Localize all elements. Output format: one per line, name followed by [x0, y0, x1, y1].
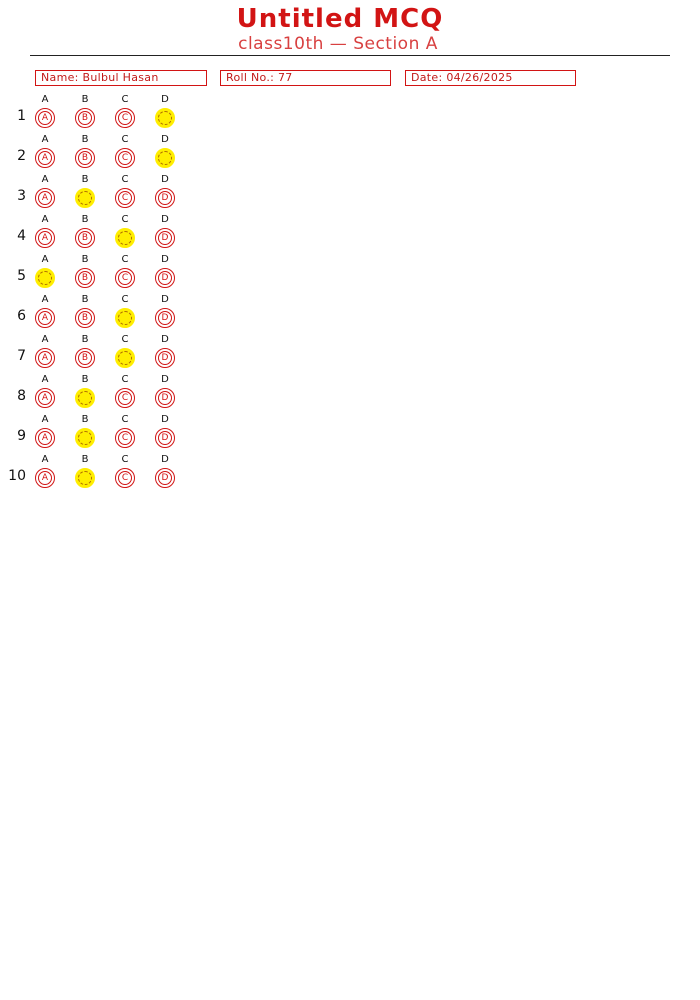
name-label: Name :	[41, 71, 82, 84]
filled-bubble[interactable]	[115, 308, 135, 328]
bubble-letter	[158, 111, 172, 125]
bubble-letter: D	[158, 191, 172, 205]
filled-bubble[interactable]	[75, 428, 95, 448]
bubble-letter: D	[158, 471, 172, 485]
option-letter: D	[161, 134, 169, 145]
option-letter: D	[161, 294, 169, 305]
option-c[interactable]	[113, 375, 137, 415]
answer-bubble[interactable]	[115, 188, 135, 208]
option-letter: C	[121, 214, 129, 225]
option-d[interactable]	[153, 175, 177, 215]
question-row	[0, 255, 200, 295]
answer-bubble[interactable]	[35, 468, 55, 488]
option-letter: B	[81, 134, 89, 145]
answer-bubble[interactable]	[115, 468, 135, 488]
option-letter: A	[41, 174, 49, 185]
question-row	[0, 175, 200, 215]
bubble-letter	[78, 431, 92, 445]
bubble-letter: C	[118, 271, 132, 285]
answer-bubble[interactable]	[155, 468, 175, 488]
option-letter: A	[41, 414, 49, 425]
option-b[interactable]	[73, 455, 97, 495]
option-letter: D	[161, 214, 169, 225]
bubble-letter: D	[158, 271, 172, 285]
filled-bubble[interactable]	[115, 228, 135, 248]
option-letter: D	[161, 374, 169, 385]
answer-bubble[interactable]	[115, 268, 135, 288]
option-a[interactable]	[33, 175, 57, 215]
answer-bubble[interactable]	[155, 388, 175, 408]
option-letter: A	[41, 214, 49, 225]
answer-bubble[interactable]	[155, 428, 175, 448]
option-c[interactable]	[113, 255, 137, 295]
option-d[interactable]	[153, 135, 177, 175]
filled-bubble[interactable]	[155, 148, 175, 168]
option-letter: B	[81, 334, 89, 345]
option-letter: B	[81, 414, 89, 425]
filled-bubble[interactable]	[75, 188, 95, 208]
filled-bubble[interactable]	[155, 108, 175, 128]
bubble-letter: C	[118, 431, 132, 445]
date-label: Date :	[411, 71, 446, 84]
option-b[interactable]	[73, 215, 97, 255]
bubble-letter	[118, 351, 132, 365]
option-b[interactable]	[73, 295, 97, 335]
answer-bubble[interactable]	[115, 428, 135, 448]
option-c[interactable]	[113, 135, 137, 175]
bubble-letter: C	[118, 111, 132, 125]
filled-bubble[interactable]	[75, 388, 95, 408]
filled-bubble[interactable]	[115, 348, 135, 368]
bubble-letter	[78, 391, 92, 405]
option-a[interactable]	[33, 215, 57, 255]
option-letter: A	[41, 374, 49, 385]
option-b[interactable]	[73, 335, 97, 375]
question-row	[0, 215, 200, 255]
bubble-letter: A	[38, 351, 52, 365]
answer-bubble[interactable]	[115, 388, 135, 408]
sheet-title: Untitled MCQ	[236, 4, 444, 34]
question-row	[0, 95, 200, 135]
option-a[interactable]	[33, 375, 57, 415]
date-field	[405, 70, 576, 86]
answer-bubble[interactable]	[35, 428, 55, 448]
answer-bubble[interactable]	[75, 268, 95, 288]
question-row	[0, 415, 200, 455]
bubble-letter: A	[38, 191, 52, 205]
roll-field	[220, 70, 391, 86]
option-letter: A	[41, 94, 49, 105]
bubble-letter: C	[118, 391, 132, 405]
option-letter: B	[81, 254, 89, 265]
question-row	[0, 295, 200, 335]
question-number: 6	[17, 308, 26, 324]
option-b[interactable]	[73, 415, 97, 455]
bubble-letter: B	[78, 311, 92, 325]
option-c[interactable]	[113, 175, 137, 215]
option-letter: D	[161, 334, 169, 345]
filled-bubble[interactable]	[35, 268, 55, 288]
option-letter: D	[161, 414, 169, 425]
answer-bubble[interactable]	[155, 268, 175, 288]
option-letter: C	[121, 94, 129, 105]
option-letter: C	[121, 134, 129, 145]
question-number: 10	[8, 468, 26, 484]
option-d[interactable]	[153, 295, 177, 335]
question-number: 8	[17, 388, 26, 404]
bubble-letter: D	[158, 311, 172, 325]
question-number: 4	[17, 228, 26, 244]
bubble-letter: D	[158, 431, 172, 445]
bubble-letter: D	[158, 391, 172, 405]
bubble-letter: A	[38, 471, 52, 485]
bubble-letter: A	[38, 311, 52, 325]
bubble-letter: B	[78, 231, 92, 245]
question-number: 2	[17, 148, 26, 164]
option-letter: B	[81, 174, 89, 185]
answer-bubble[interactable]	[75, 308, 95, 328]
option-letter: B	[81, 374, 89, 385]
option-letter: C	[121, 174, 129, 185]
option-letter: A	[41, 254, 49, 265]
option-letter: A	[41, 454, 49, 465]
answer-bubble[interactable]	[75, 108, 95, 128]
answer-bubble[interactable]	[155, 188, 175, 208]
question-row	[0, 135, 200, 175]
answer-bubble[interactable]	[35, 388, 55, 408]
bubble-letter: D	[158, 351, 172, 365]
bubble-letter: B	[78, 351, 92, 365]
option-letter: D	[161, 254, 169, 265]
option-letter: C	[121, 334, 129, 345]
option-a[interactable]	[33, 415, 57, 455]
option-letter: B	[81, 454, 89, 465]
name-value: Bulbul Hasan	[82, 71, 159, 84]
option-a[interactable]	[33, 255, 57, 295]
option-c[interactable]	[113, 295, 137, 335]
question-row	[0, 335, 200, 375]
answer-bubble[interactable]	[35, 148, 55, 168]
filled-bubble[interactable]	[75, 468, 95, 488]
answer-bubble[interactable]	[35, 228, 55, 248]
option-a[interactable]	[33, 455, 57, 495]
option-d[interactable]	[153, 335, 177, 375]
option-b[interactable]	[73, 175, 97, 215]
question-number: 5	[17, 268, 26, 284]
option-d[interactable]	[153, 255, 177, 295]
option-letter: B	[81, 294, 89, 305]
bubble-letter: A	[38, 151, 52, 165]
answer-bubble[interactable]	[115, 108, 135, 128]
option-b[interactable]	[73, 135, 97, 175]
bubble-letter: C	[118, 471, 132, 485]
bubble-letter: B	[78, 271, 92, 285]
bubble-letter: A	[38, 431, 52, 445]
question-number: 1	[17, 108, 26, 124]
bubble-letter	[118, 231, 132, 245]
option-letter: C	[121, 254, 129, 265]
answer-bubble[interactable]	[155, 228, 175, 248]
bubble-letter	[38, 271, 52, 285]
bubble-letter: D	[158, 231, 172, 245]
option-d[interactable]	[153, 375, 177, 415]
option-letter: A	[41, 334, 49, 345]
answer-bubble[interactable]	[75, 348, 95, 368]
option-letter: B	[81, 94, 89, 105]
bubble-letter: B	[78, 111, 92, 125]
bubble-letter: C	[118, 151, 132, 165]
answer-bubble[interactable]	[115, 148, 135, 168]
answer-bubble[interactable]	[75, 228, 95, 248]
option-c[interactable]	[113, 335, 137, 375]
name-field	[35, 70, 207, 86]
answer-bubble[interactable]	[155, 348, 175, 368]
answer-bubble[interactable]	[35, 348, 55, 368]
option-a[interactable]	[33, 135, 57, 175]
bubble-letter	[118, 311, 132, 325]
option-letter: D	[161, 174, 169, 185]
bubble-letter	[158, 151, 172, 165]
option-c[interactable]	[113, 455, 137, 495]
option-letter: D	[161, 94, 169, 105]
option-a[interactable]	[33, 95, 57, 135]
option-a[interactable]	[33, 335, 57, 375]
bubble-letter: A	[38, 391, 52, 405]
answer-bubble[interactable]	[75, 148, 95, 168]
roll-value: 77	[277, 71, 293, 84]
option-b[interactable]	[73, 95, 97, 135]
option-b[interactable]	[73, 255, 97, 295]
option-d[interactable]	[153, 455, 177, 495]
question-row	[0, 455, 200, 495]
answer-bubble[interactable]	[35, 108, 55, 128]
bubble-letter: B	[78, 151, 92, 165]
header-divider	[30, 55, 670, 56]
option-letter: D	[161, 454, 169, 465]
bubble-letter: C	[118, 191, 132, 205]
option-c[interactable]	[113, 415, 137, 455]
sheet-subtitle: class10th — Section A	[238, 34, 438, 54]
bubble-letter	[78, 471, 92, 485]
roll-label: Roll No. :	[226, 71, 278, 84]
question-number: 7	[17, 348, 26, 364]
answer-bubble[interactable]	[35, 188, 55, 208]
answer-bubble[interactable]	[155, 308, 175, 328]
option-letter: B	[81, 214, 89, 225]
date-value: 04/26/2025	[446, 71, 513, 84]
option-d[interactable]	[153, 415, 177, 455]
option-letter: C	[121, 374, 129, 385]
bubble-letter	[78, 191, 92, 205]
option-c[interactable]	[113, 215, 137, 255]
option-d[interactable]	[153, 95, 177, 135]
option-letter: C	[121, 294, 129, 305]
option-a[interactable]	[33, 295, 57, 335]
option-c[interactable]	[113, 95, 137, 135]
option-b[interactable]	[73, 375, 97, 415]
option-d[interactable]	[153, 215, 177, 255]
option-letter: A	[41, 294, 49, 305]
option-letter: A	[41, 134, 49, 145]
bubble-letter: A	[38, 231, 52, 245]
question-number: 9	[17, 428, 26, 444]
answer-bubble[interactable]	[35, 308, 55, 328]
option-letter: C	[121, 454, 129, 465]
bubble-letter: A	[38, 111, 52, 125]
option-letter: C	[121, 414, 129, 425]
question-row	[0, 375, 200, 415]
question-number: 3	[17, 188, 26, 204]
